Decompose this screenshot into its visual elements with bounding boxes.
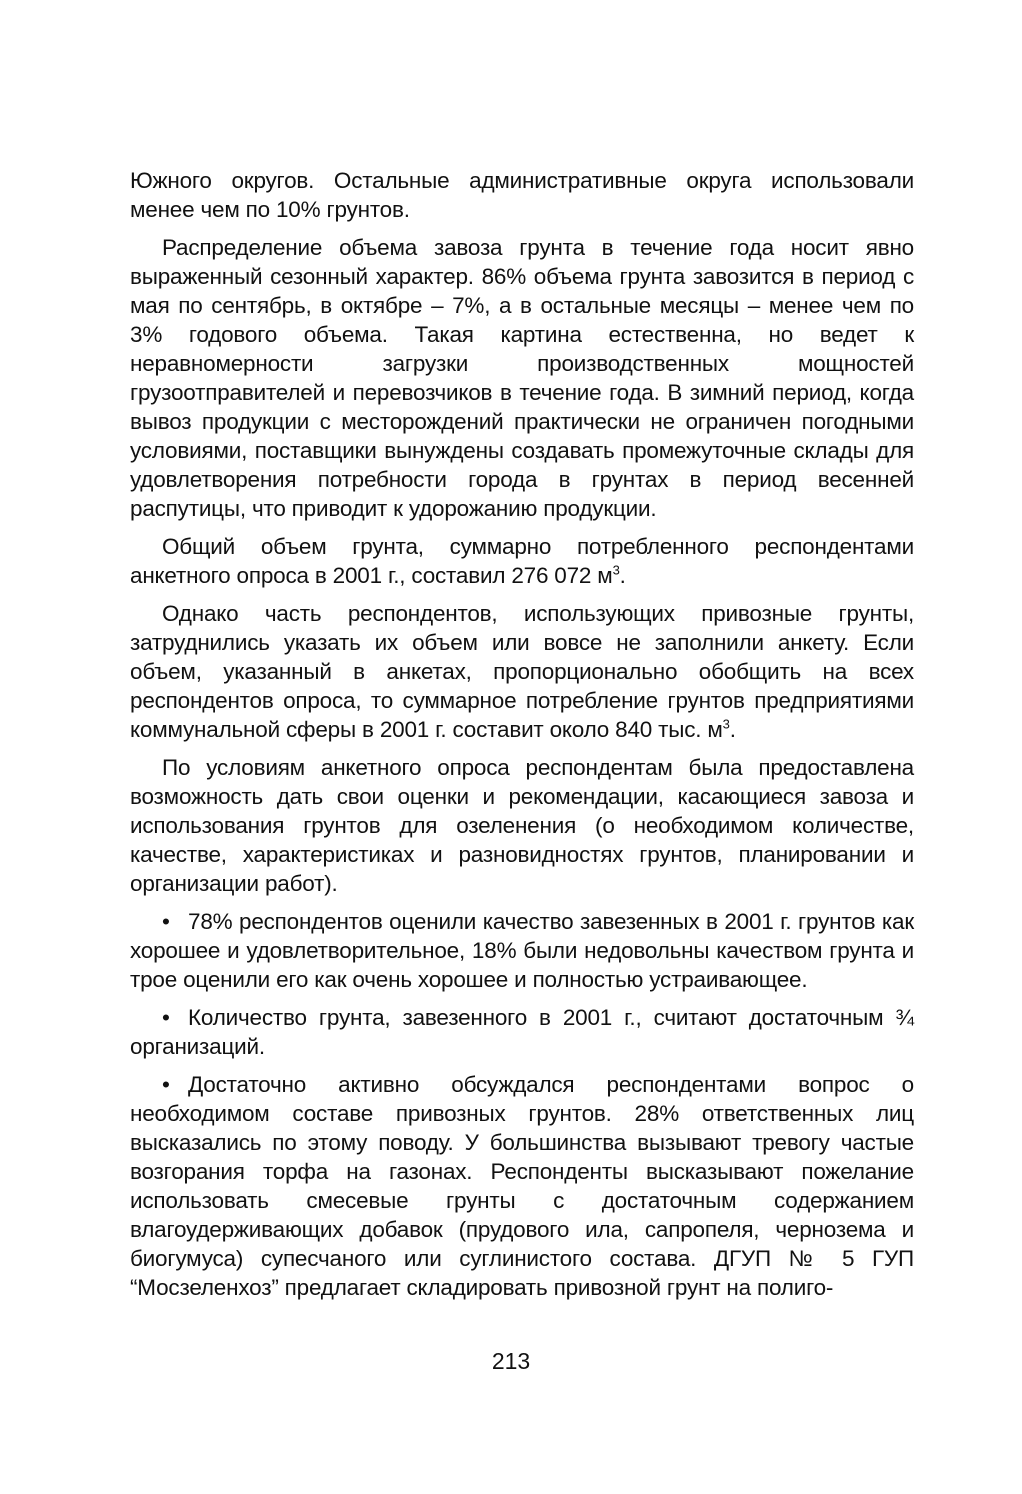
paragraph-survey-conditions: По условиям анкетного опроса респондентам была предоставлена возможность дать свои оценки и рекомендации, касающиеся завоза и использования грунтов для озеленения (о необходимом количестве, качестве, характеристиках и разновидностях грунтов, планировании и организации работ). (130, 755, 914, 896)
page-body (130, 166, 914, 1302)
cubic-superscript: 3 (722, 716, 730, 732)
bullet-quantity-assessment (130, 1003, 914, 1061)
paragraph-estimated-consumption (130, 599, 914, 744)
bullet-text: Достаточно активно обсуждался респондентами вопрос о необходимом составе привозных грунтов. 28% ответственных лиц высказались по этому поводу. У большинства вызывают тревогу частые возгорания торфа на газонах. Респонденты высказывают пожелание использовать смесевые грунты с достаточным содержанием влагоудерживающих добавок (прудового ила, сапропеля, чернозема и биогумуса) супесчаного или суглинистого состава. ДГУП № 5 ГУП “Мосзеленхоз” предлагает складировать привозной грунт на полиго- (130, 1072, 914, 1300)
bullet-soil-composition (130, 1070, 914, 1302)
paragraph-seasonal-distribution: Распределение объема завоза грунта в течение года носит явно выраженный сезонный характер. 86% объема грунта завозится в период с мая по сентябрь, в октябре – 7%, а в остальные месяцы – менее чем по 3% годового объема. Такая картина естественна, но ведет к неравномерности загрузки производственных мощностей грузоотправителей и перевозчиков в течение года. В зимний период, когда вывоз продукции с месторождений практически не ограничен погодными условиями, поставщики вынуждены создавать промежуточные склады для удовлетворения потребности города в грунтах в период весенней распутицы, что приводит к удорожанию продукции. (130, 235, 914, 521)
estimated-consumption-end: . (729, 717, 736, 742)
total-volume-end: . (619, 563, 626, 588)
bullet-text: 78% респондентов оценили качество завезенных в 2001 г. грунтов как хорошее и удовлетворительное, 18% были недовольны качеством грунта и трое оценили его как очень хорошее и полностью устраивающее. (130, 909, 914, 992)
bullet-text: Количество грунта, завезенного в 2001 г., считают достаточным ¾ организаций. (130, 1005, 914, 1059)
paragraph-total-volume (130, 532, 914, 590)
cubic-superscript: 3 (612, 562, 620, 578)
estimated-consumption-text: Однако часть респондентов, использующих привозные грунты, затруднились указать их объем или вовсе не заполнили анкету. Если объем, указанный в анкетах, пропорционально обобщить на всех респондентов опроса, то суммарное потребление грунтов предприятиями коммунальной сферы в 2001 г. составит около 840 тыс. м (130, 601, 914, 742)
paragraph-continuation: Южного округов. Остальные административные округа использовали менее чем по 10% грунтов. (130, 168, 914, 222)
bullet-quality-assessment (130, 907, 914, 994)
page-number: 213 (491, 1348, 531, 1374)
total-volume-text: Общий объем грунта, суммарно потребленного респондентами анкетного опроса в 2001 г., составил 276 072 м (130, 534, 914, 588)
